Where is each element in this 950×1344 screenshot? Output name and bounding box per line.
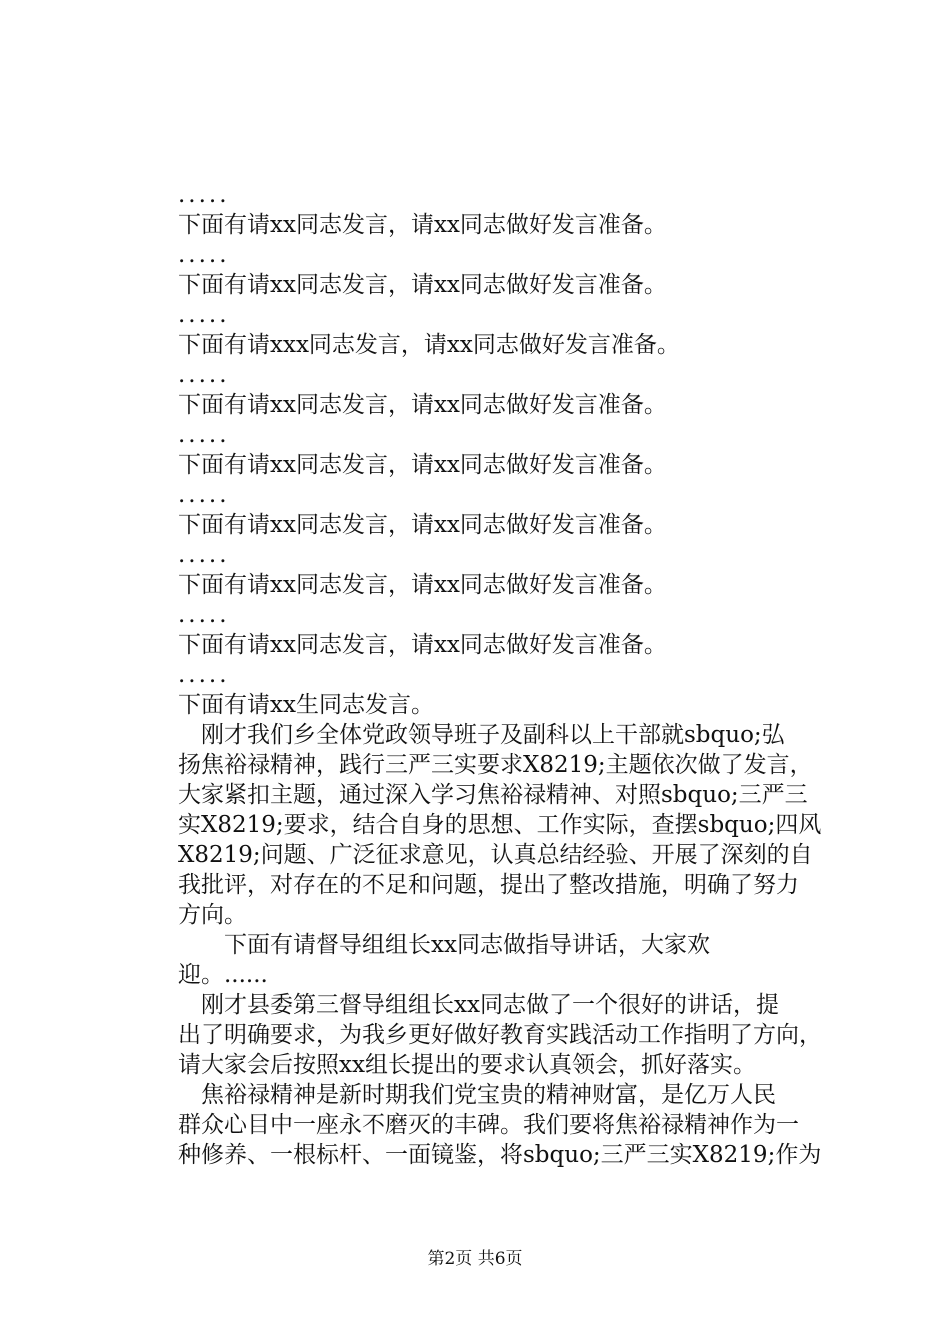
speaker-line: 下面有请xx同志发言，请xx同志做好发言准备。 bbox=[178, 632, 667, 658]
paragraph-line: 迎。...... bbox=[178, 962, 268, 988]
ellipsis-line: ..... bbox=[178, 602, 230, 628]
paragraph bbox=[178, 720, 833, 930]
speaker-line: 下面有请xxx同志发言，请xx同志做好发言准备。 bbox=[178, 332, 680, 358]
paragraph-line: 大家紧扣主题，通过深入学习焦裕禄精神、对照sbquo;三严三 bbox=[178, 782, 808, 808]
ellipsis-line: ..... bbox=[178, 482, 230, 508]
ellipsis-line: ..... bbox=[178, 422, 230, 448]
paragraph-line: X8219;问题、广泛征求意见，认真总结经验、开展了深刻的自 bbox=[178, 842, 813, 868]
ellipsis-line: ..... bbox=[178, 662, 230, 688]
paragraph-line: 种修养、一根标杆、一面镜鉴，将sbquo;三严三实X8219;作为 bbox=[178, 1142, 822, 1168]
document-body bbox=[178, 180, 833, 1170]
paragraph-line: 扬焦裕禄精神，践行三严三实要求X8219;主题依次做了发言， bbox=[178, 752, 813, 778]
paragraph-line: 实X8219;要求，结合自身的思想、工作实际，查摆sbquo;四风 bbox=[178, 812, 822, 838]
speaker-line: 下面有请xx同志发言，请xx同志做好发言准备。 bbox=[178, 512, 667, 538]
paragraph-line: 方向。 bbox=[178, 902, 247, 928]
ellipsis-line: ..... bbox=[178, 302, 230, 328]
ellipsis-line: ..... bbox=[178, 242, 230, 268]
ellipsis-line: ..... bbox=[178, 182, 230, 208]
page-footer: 第2页 共6页 bbox=[427, 1249, 523, 1269]
ellipsis-line: ..... bbox=[178, 362, 230, 388]
paragraph-line: 我批评，对存在的不足和问题，提出了整改措施，明确了努力 bbox=[178, 872, 799, 898]
paragraph-line: 请大家会后按照xx组长提出的要求认真领会，抓好落实。 bbox=[178, 1052, 756, 1078]
paragraph-line: 焦裕禄精神是新时期我们党宝贵的精神财富，是亿万人民 bbox=[178, 1082, 776, 1108]
paragraph-line: 群众心目中一座永不磨灭的丰碑。我们要将焦裕禄精神作为一 bbox=[178, 1112, 799, 1138]
ellipsis-line: ..... bbox=[178, 542, 230, 568]
speaker-line: 下面有请xx同志发言，请xx同志做好发言准备。 bbox=[178, 212, 667, 238]
speaker-line: 下面有请xx同志发言，请xx同志做好发言准备。 bbox=[178, 392, 667, 418]
paragraph-line: 下面有请督导组组长xx同志做指导讲话，大家欢 bbox=[178, 932, 710, 958]
paragraph bbox=[178, 990, 833, 1080]
paragraph-line: 刚才县委第三督导组组长xx同志做了一个很好的讲话，提 bbox=[178, 992, 779, 1018]
paragraph-line: 刚才我们乡全体党政领导班子及副科以上干部就sbquo;弘 bbox=[178, 722, 785, 748]
paragraph bbox=[178, 1080, 833, 1170]
speaker-line: 下面有请xx同志发言，请xx同志做好发言准备。 bbox=[178, 452, 667, 478]
speaker-line: 下面有请xx生同志发言。 bbox=[178, 692, 434, 718]
paragraph bbox=[178, 930, 833, 990]
paragraph-line: 出了明确要求，为我乡更好做好教育实践活动工作指明了方向， bbox=[178, 1022, 822, 1048]
speaker-line: 下面有请xx同志发言，请xx同志做好发言准备。 bbox=[178, 572, 667, 598]
speaker-line: 下面有请xx同志发言，请xx同志做好发言准备。 bbox=[178, 272, 667, 298]
